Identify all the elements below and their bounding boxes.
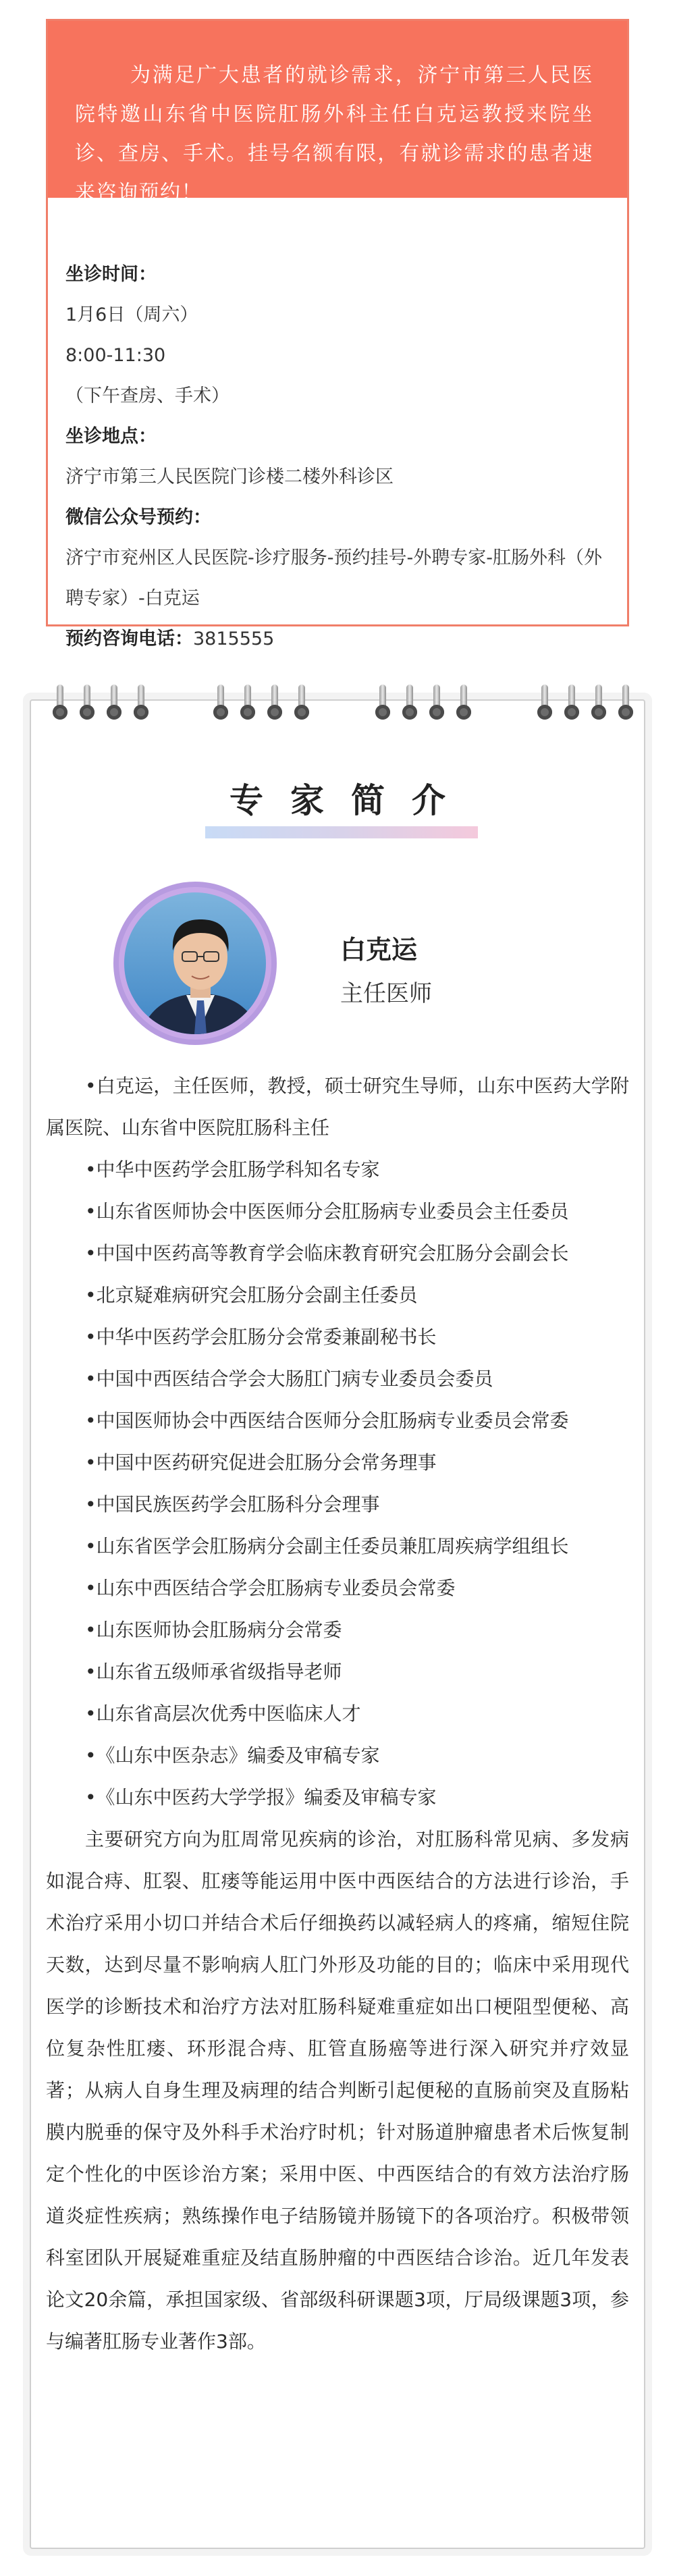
ring-icon: [293, 685, 310, 722]
binder-rings-4: [536, 685, 644, 725]
visit-hours: 8:00-11:30: [65, 345, 166, 366]
portrait-icon: [124, 892, 266, 1034]
bio-item: •中国中西医结合学会大肠肛门病专业委员会委员: [85, 1368, 493, 1390]
notice-card: [46, 19, 629, 649]
bio-item: •中华中医药学会肛肠分会常委兼副秘书长: [85, 1326, 437, 1348]
binder-rings-1: [51, 685, 159, 725]
wechat-label: 微信公众号预约：: [65, 507, 211, 528]
bio-item: •山东中西医结合学会肛肠病专业委员会常委: [85, 1577, 456, 1599]
place-label: 坐诊地点：: [65, 426, 157, 447]
bio-item: •中华中医药学会肛肠学科知名专家: [85, 1158, 380, 1181]
ring-icon: [239, 685, 256, 722]
expert-name: 白克运: [340, 935, 418, 965]
bio-item: •山东省五级师承省级指导老师: [85, 1661, 342, 1683]
ring-icon: [455, 685, 473, 722]
phone-label: 预约咨询电话：: [65, 628, 193, 649]
section-title: 专家简介: [230, 781, 473, 820]
bio-item: •山东省医师协会中医医师分会肛肠病专业委员会主任委员: [85, 1200, 569, 1223]
bio-item: •中国医师协会中西医结合医师分会肛肠病专业委员会常委: [85, 1410, 569, 1432]
bio-item: •《山东中医杂志》编委及审稿专家: [85, 1744, 380, 1767]
notice-banner: 为满足广大患者的就诊需求，济宁市第三人民医院特邀山东省中医院肛肠外科主任白克运教授来院坐诊、查房、手术。挂号名额有限，有就诊需求的患者速来咨询预约！: [48, 21, 627, 198]
ring-icon: [374, 685, 392, 722]
bio-item: •山东省高层次优秀中医临床人才: [85, 1702, 361, 1725]
bio-item: •中国中医药高等教育学会临床教育研究会肛肠分会副会长: [85, 1242, 569, 1264]
ring-icon: [132, 685, 150, 722]
ring-icon: [563, 685, 580, 722]
afternoon-note: （下午查房、手术）: [65, 385, 230, 406]
bio-item: •山东医师协会肛肠病分会常委: [85, 1619, 342, 1641]
bio-item: •北京疑难病研究会肛肠分会副主任委员: [85, 1284, 418, 1306]
visit-date: 1月6日（周六）: [65, 304, 198, 325]
research-paragraph: 主要研究方向为肛周常见疾病的诊治，对肛肠科常见病、多发病如混合痔、肛裂、肛瘘等能运用中医中西医结合的方法进行诊治，手术治疗采用小切口并结合术后仔细换药以减轻病人的疼痛，缩短住院天数，达到尽量不影响病人肛门外形及功能的目的；临床中采用现代医学的诊断技术和治疗方法对肛肠科疑难重症如出口梗阻型便秘、高位复杂性肛瘘、环形混合痔、肛管直肠癌等进行深入研究并疗效显著；从病人自身生理及病理的结合判断引起便秘的直肠前突及直肠粘膜内脱垂的保守及外科手术治疗时机；针对肠道肿瘤患者术后恢复制定个性化的中医诊治方案；采用中医、中西医结合的有效方法治疗肠道炎症性疾病；熟练操作电子结肠镜并肠镜下的各项治疗。积极带领科室团队开展疑难重症及结直肠肿瘤的中西医结合诊治。近几年发表论文20余篇，承担国家级、省部级科研课题3项，厅局级课题3项，参与编著肛肠专业著作3部。: [46, 1828, 629, 2353]
expert-bio: [46, 1065, 629, 2363]
ring-icon: [590, 685, 608, 722]
bio-item: •中国中医药研究促进会肛肠分会常务理事: [85, 1451, 437, 1474]
wechat-path: 济宁市兖州区人民医院-诊疗服务-预约挂号-外聘专家-肛肠外科（外聘专家）-白克运: [65, 547, 602, 609]
binder-rings-2: [212, 685, 320, 725]
ring-icon: [401, 685, 418, 722]
visit-place: 济宁市第三人民医院门诊楼二楼外科诊区: [65, 466, 394, 487]
ring-icon: [428, 685, 446, 722]
notice-body: [48, 198, 627, 649]
bio-item: •山东省医学会肛肠病分会副主任委员兼肛周疾病学组组长: [85, 1535, 569, 1557]
ring-icon: [212, 685, 230, 722]
binder-rings-3: [374, 685, 482, 725]
ring-icon: [78, 685, 96, 722]
title-underline: [205, 826, 478, 838]
bio-item: •中国民族医药学会肛肠科分会理事: [85, 1493, 380, 1515]
ring-icon: [105, 685, 123, 722]
ring-icon: [536, 685, 554, 722]
ring-icon: [51, 685, 69, 722]
expert-title: 主任医师: [340, 980, 432, 1007]
expert-card: [30, 699, 645, 2549]
time-label: 坐诊时间：: [65, 264, 157, 285]
ring-icon: [617, 685, 634, 722]
bio-item: •《山东中医药大学学报》编委及审稿专家: [85, 1786, 437, 1808]
phone-number[interactable]: 3815555: [193, 628, 275, 649]
ring-icon: [266, 685, 284, 722]
bio-item: •白克运，主任医师，教授，硕士研究生导师，山东中医药大学附属医院、山东省中医院肛肠科主任: [46, 1075, 629, 1139]
avatar: [113, 882, 277, 1045]
